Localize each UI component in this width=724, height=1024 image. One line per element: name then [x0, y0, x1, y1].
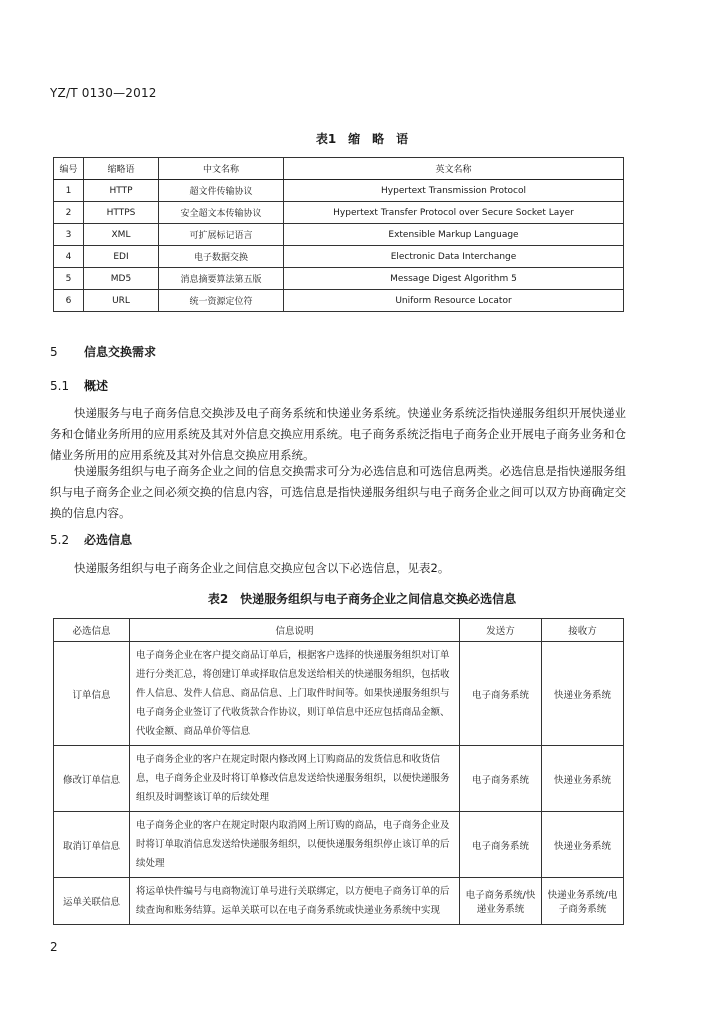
table1-caption: 表1 缩 略 语 [315, 132, 409, 146]
table2-header-row [54, 619, 624, 642]
table2-cell-desc: 将运单快件编号与电商物流订单号进行关联绑定，以方便电子商务订单的后续查询和账务结算。运单关联可以在电子商务系统或快递业务系统中实现 [130, 878, 460, 925]
table1-header-cell: 英文名称 [284, 158, 624, 180]
section-number: 5.2 [50, 533, 70, 547]
table1-header-cell: 缩略语 [84, 158, 159, 180]
table-row [54, 290, 624, 312]
table1-header-cell: 中文名称 [159, 158, 284, 180]
paragraph: 快递服务与电子商务信息交换涉及电子商务系统和快递业务系统。快递业务系统泛指快递服务组织开展快递业务和仓储业务所用的应用系统及其对外信息交换应用系统。电子商务系统泛指电子商务企业开展电子商务业务和仓储业务所用的应用系统及其对外信息交换应用系统。 [50, 406, 626, 462]
table1-header-row [54, 158, 624, 180]
page-number: 2 [50, 940, 58, 954]
table1-cell-no: 5 [54, 268, 84, 290]
table1-cell-zh: 超文件传输协议 [159, 180, 284, 202]
table2-cell-sender: 电子商务系统 [460, 642, 542, 746]
section-title: 信息交换需求 [84, 345, 157, 359]
table2-cell-sender: 电子商务系统 [460, 812, 542, 878]
table1-cell-no: 4 [54, 246, 84, 268]
table2-cell-receiver: 快递业务系统 [542, 642, 624, 746]
table2-cell-sender: 电子商务系统/快递业务系统 [460, 878, 542, 925]
table-row [54, 642, 624, 746]
section-title: 必选信息 [84, 533, 133, 547]
table2-cell-desc: 电子商务企业的客户在规定时限内修改网上订购商品的发货信息和收货信息，电子商务企业及时将订单修改信息发送给快递服务组织，以便快递服务组织及时调整该订单的后续处理 [130, 746, 460, 812]
table1-cell-zh: 统一资源定位符 [159, 290, 284, 312]
table1-cell-zh: 可扩展标记语言 [159, 224, 284, 246]
table-row [54, 246, 624, 268]
abbreviation-table [53, 157, 624, 312]
table2-cell-receiver: 快递业务系统 [542, 812, 624, 878]
section-5-heading [50, 343, 156, 360]
table-row [54, 224, 624, 246]
table-row [54, 180, 624, 202]
section-5-1-heading [50, 377, 108, 394]
section-5-2-heading [50, 531, 132, 548]
table-row [54, 202, 624, 224]
section-number: 5 [50, 345, 58, 359]
table2-cell-receiver: 快递业务系统 [542, 746, 624, 812]
table2-header-cell: 信息说明 [130, 619, 460, 642]
table2-caption: 表2 快递服务组织与电子商务企业之间信息交换必选信息 [207, 592, 517, 606]
table-row [54, 812, 624, 878]
table1-cell-abbr: EDI [84, 246, 159, 268]
mandatory-info-table [53, 618, 624, 925]
table-row [54, 878, 624, 925]
table2-cell-info: 取消订单信息 [54, 812, 130, 878]
standard-code: YZ/T 0130—2012 [50, 86, 157, 100]
table1-cell-no: 3 [54, 224, 84, 246]
paragraph: 快递服务组织与电子商务企业之间的信息交换需求可分为必选信息和可选信息两类。必选信息是指快递服务组织与电子商务企业之间必须交换的信息内容，可选信息是指快递服务组织与电子商务企业之间可以双方协商确定交换的信息内容。 [50, 464, 626, 520]
table2-header-cell: 发送方 [460, 619, 542, 642]
table2-cell-info: 运单关联信息 [54, 878, 130, 925]
table1-cell-en: Message Digest Algorithm 5 [284, 268, 624, 290]
table1-cell-en: Extensible Markup Language [284, 224, 624, 246]
table1-cell-en: Uniform Resource Locator [284, 290, 624, 312]
table1-header-cell: 编号 [54, 158, 84, 180]
paragraph: 快递服务组织与电子商务企业之间信息交换应包含以下必选信息，见表2。 [74, 561, 450, 575]
table1-cell-zh: 消息摘要算法第五版 [159, 268, 284, 290]
table1-cell-zh: 电子数据交换 [159, 246, 284, 268]
section-title: 概述 [84, 379, 109, 393]
table2-cell-info: 修改订单信息 [54, 746, 130, 812]
table1-cell-abbr: URL [84, 290, 159, 312]
table2-cell-receiver: 快递业务系统/电子商务系统 [542, 878, 624, 925]
table2-cell-info: 订单信息 [54, 642, 130, 746]
table1-cell-zh: 安全超文本传输协议 [159, 202, 284, 224]
section-number: 5.1 [50, 379, 70, 393]
table1-cell-no: 1 [54, 180, 84, 202]
table1-cell-abbr: MD5 [84, 268, 159, 290]
table-row [54, 746, 624, 812]
table1-cell-abbr: HTTPS [84, 202, 159, 224]
table1-cell-abbr: XML [84, 224, 159, 246]
table2-header-cell: 接收方 [542, 619, 624, 642]
table1-cell-en: Hypertext Transmission Protocol [284, 180, 624, 202]
table2-cell-desc: 电子商务企业的客户在规定时限内取消网上所订购的商品，电子商务企业及时将订单取消信息发送给快递服务组织，以便快递服务组织停止该订单的后续处理 [130, 812, 460, 878]
table1-cell-abbr: HTTP [84, 180, 159, 202]
table2-cell-sender: 电子商务系统 [460, 746, 542, 812]
table1-cell-en: Hypertext Transfer Protocol over Secure Socket Layer [284, 202, 624, 224]
table2-cell-desc: 电子商务企业在客户提交商品订单后，根据客户选择的快递服务组织对订单进行分类汇总，将创建订单或择取信息发送给相关的快递服务组织，包括收件人信息、发件人信息、商品信息、上门取件时间等。如果快递服务组织与电子商务企业签订了代收货款合作协议，则订单信息中还应包括商品金额、代收金额、商品单价等信息 [130, 642, 460, 746]
table1-cell-no: 6 [54, 290, 84, 312]
table-row [54, 268, 624, 290]
table1-cell-no: 2 [54, 202, 84, 224]
table1-cell-en: Electronic Data Interchange [284, 246, 624, 268]
table2-header-cell: 必选信息 [54, 619, 130, 642]
